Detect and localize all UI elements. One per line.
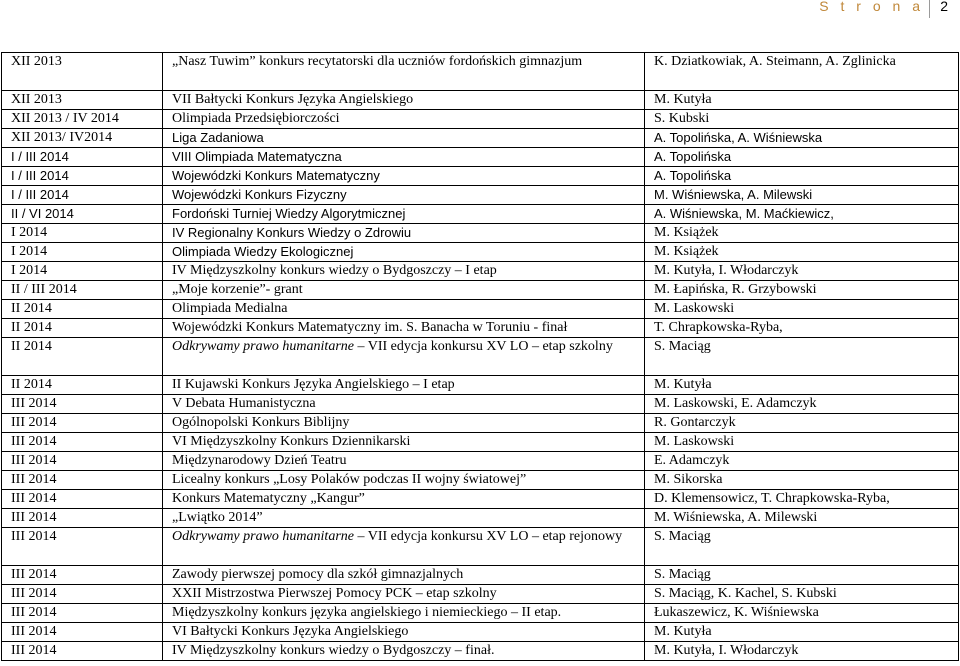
row-event: VI Międzyszkolny Konkurs Dziennikarski: [163, 433, 645, 452]
table-row: [2, 642, 959, 661]
row-persons: M. Wiśniewska, A. Milewski: [645, 186, 959, 205]
row-date: III 2014: [2, 490, 163, 509]
row-date: XII 2013: [2, 91, 163, 110]
table-row: [2, 623, 959, 642]
table-row: [2, 433, 959, 452]
row-date: XII 2013 / IV 2014: [2, 110, 163, 129]
table-row: [2, 319, 959, 338]
table-row: [2, 243, 959, 262]
row-date: III 2014: [2, 585, 163, 604]
row-event: Wojewódzki Konkurs Fizyczny: [163, 186, 645, 205]
table-row: [2, 224, 959, 243]
row-event: Ogólnopolski Konkurs Biblijny: [163, 414, 645, 433]
table-row: [2, 205, 959, 224]
row-persons: S. Maciąg: [645, 528, 959, 566]
table-row: [2, 585, 959, 604]
row-event: Międzynarodowy Dzień Teatru: [163, 452, 645, 471]
row-date: II 2014: [2, 319, 163, 338]
row-persons: M. Kutyła, I. Włodarczyk: [645, 642, 959, 661]
row-event: „Moje korzenie”- grant: [163, 281, 645, 300]
event-text: – VII edycja konkursu XV LO – etap rejonowy: [357, 529, 623, 544]
header-divider: [929, 0, 930, 18]
row-date: III 2014: [2, 414, 163, 433]
event-italic-title: Odkrywamy prawo humanitarne: [172, 529, 354, 544]
row-event: VIII Olimpiada Matematyczna: [163, 148, 645, 167]
row-date: III 2014: [2, 642, 163, 661]
row-date: III 2014: [2, 433, 163, 452]
row-persons: E. Adamczyk: [645, 452, 959, 471]
row-date: II / III 2014: [2, 281, 163, 300]
row-persons: M. Książek: [645, 224, 959, 243]
row-date: I 2014: [2, 243, 163, 262]
row-persons: D. Klemensowicz, T. Chrapkowska-Ryba,: [645, 490, 959, 509]
row-persons: M. Kutyła, I. Włodarczyk: [645, 262, 959, 281]
table-row: [2, 604, 959, 623]
table-row: [2, 167, 959, 186]
table-row: [2, 281, 959, 300]
row-date: III 2014: [2, 566, 163, 585]
row-persons: M. Laskowski: [645, 433, 959, 452]
row-date: III 2014: [2, 395, 163, 414]
row-event: V Debata Humanistyczna: [163, 395, 645, 414]
row-event: „Nasz Tuwim” konkurs recytatorski dla uczniów fordońskich gimnazjum: [163, 53, 645, 91]
row-persons: S. Maciąg, K. Kachel, S. Kubski: [645, 585, 959, 604]
table-row: [2, 110, 959, 129]
event-italic-title: Odkrywamy prawo humanitarne: [172, 339, 354, 354]
row-persons: A. Topolińska: [645, 167, 959, 186]
row-persons: M. Wiśniewska, A. Milewski: [645, 509, 959, 528]
row-date: II 2014: [2, 376, 163, 395]
row-event: VI Bałtycki Konkurs Języka Angielskiego: [163, 623, 645, 642]
row-persons: Łukaszewicz, K. Wiśniewska: [645, 604, 959, 623]
row-persons: T. Chrapkowska-Ryba,: [645, 319, 959, 338]
row-event: Olimpiada Medialna: [163, 300, 645, 319]
row-date: III 2014: [2, 528, 163, 566]
table-row: [2, 91, 959, 110]
row-date: III 2014: [2, 471, 163, 490]
table-row: [2, 129, 959, 148]
row-persons: A. Wiśniewska, M. Maćkiewicz,: [645, 205, 959, 224]
row-date: III 2014: [2, 604, 163, 623]
row-event: Olimpiada Przedsiębiorczości: [163, 110, 645, 129]
table-row: [2, 566, 959, 585]
table-row: [2, 186, 959, 205]
row-event: [163, 528, 645, 566]
row-persons: M. Kutyła: [645, 376, 959, 395]
row-date: XII 2013: [2, 53, 163, 91]
row-persons: M. Łapińska, R. Grzybowski: [645, 281, 959, 300]
row-persons: S. Maciąg: [645, 566, 959, 585]
row-persons: M. Sikorska: [645, 471, 959, 490]
row-date: I / III 2014: [2, 148, 163, 167]
row-date: II / VI 2014: [2, 205, 163, 224]
row-event: IV Międzyszkolny konkurs wiedzy o Bydgoszczy – I etap: [163, 262, 645, 281]
table-row: [2, 528, 959, 566]
row-event: IV Regionalny Konkurs Wiedzy o Zdrowiu: [163, 224, 645, 243]
row-event: VII Bałtycki Konkurs Języka Angielskiego: [163, 91, 645, 110]
row-persons: A. Topolińska, A. Wiśniewska: [645, 129, 959, 148]
row-persons: S. Maciąg: [645, 338, 959, 376]
row-date: I / III 2014: [2, 167, 163, 186]
row-event: IV Międzyszkolny konkurs wiedzy o Bydgoszczy – finał.: [163, 642, 645, 661]
table-row: [2, 300, 959, 319]
row-event: Zawody pierwszej pomocy dla szkół gimnazjalnych: [163, 566, 645, 585]
row-persons: M. Laskowski: [645, 300, 959, 319]
table-row: [2, 395, 959, 414]
table-row: [2, 148, 959, 167]
row-persons: M. Książek: [645, 243, 959, 262]
row-event: Liga Zadaniowa: [163, 129, 645, 148]
table-row: [2, 452, 959, 471]
row-event: Licealny konkurs „Losy Polaków podczas II wojny światowej”: [163, 471, 645, 490]
event-text: – VII edycja konkursu XV LO – etap szkolny: [357, 339, 613, 354]
row-date: III 2014: [2, 623, 163, 642]
row-date: III 2014: [2, 509, 163, 528]
row-event: Konkurs Matematyczny „Kangur”: [163, 490, 645, 509]
row-event: Wojewódzki Konkurs Matematyczny im. S. Banacha w Toruniu - finał: [163, 319, 645, 338]
row-date: III 2014: [2, 452, 163, 471]
table-row: [2, 53, 959, 91]
table-row: [2, 414, 959, 433]
row-date: I / III 2014: [2, 186, 163, 205]
table-row: [2, 471, 959, 490]
row-persons: A. Topolińska: [645, 148, 959, 167]
table-row: [2, 262, 959, 281]
table-row: [2, 490, 959, 509]
row-event: Fordoński Turniej Wiedzy Algorytmicznej: [163, 205, 645, 224]
row-date: XII 2013/ IV2014: [2, 129, 163, 148]
row-date: I 2014: [2, 224, 163, 243]
row-event: II Kujawski Konkurs Języka Angielskiego – I etap: [163, 376, 645, 395]
row-event: Wojewódzki Konkurs Matematyczny: [163, 167, 645, 186]
row-persons: M. Kutyła: [645, 91, 959, 110]
table-row: [2, 376, 959, 395]
row-event: „Lwiątko 2014”: [163, 509, 645, 528]
row-persons: M. Laskowski, E. Adamczyk: [645, 395, 959, 414]
table-row: [2, 509, 959, 528]
row-persons: K. Dziatkowiak, A. Steimann, A. Zglinicka: [645, 53, 959, 91]
row-persons: S. Kubski: [645, 110, 959, 129]
row-date: I 2014: [2, 262, 163, 281]
table-row: [2, 338, 959, 376]
row-event: Międzyszkolny konkurs języka angielskiego i niemieckiego – II etap.: [163, 604, 645, 623]
page-number: 2: [940, 0, 948, 14]
row-persons: R. Gontarczyk: [645, 414, 959, 433]
page-label: S t r o n a: [819, 0, 924, 14]
events-table: [1, 52, 959, 661]
row-date: II 2014: [2, 300, 163, 319]
row-date: II 2014: [2, 338, 163, 376]
row-event: XXII Mistrzostwa Pierwszej Pomocy PCK – etap szkolny: [163, 585, 645, 604]
row-persons: M. Kutyła: [645, 623, 959, 642]
row-event: [163, 338, 645, 376]
row-event: Olimpiada Wiedzy Ekologicznej: [163, 243, 645, 262]
